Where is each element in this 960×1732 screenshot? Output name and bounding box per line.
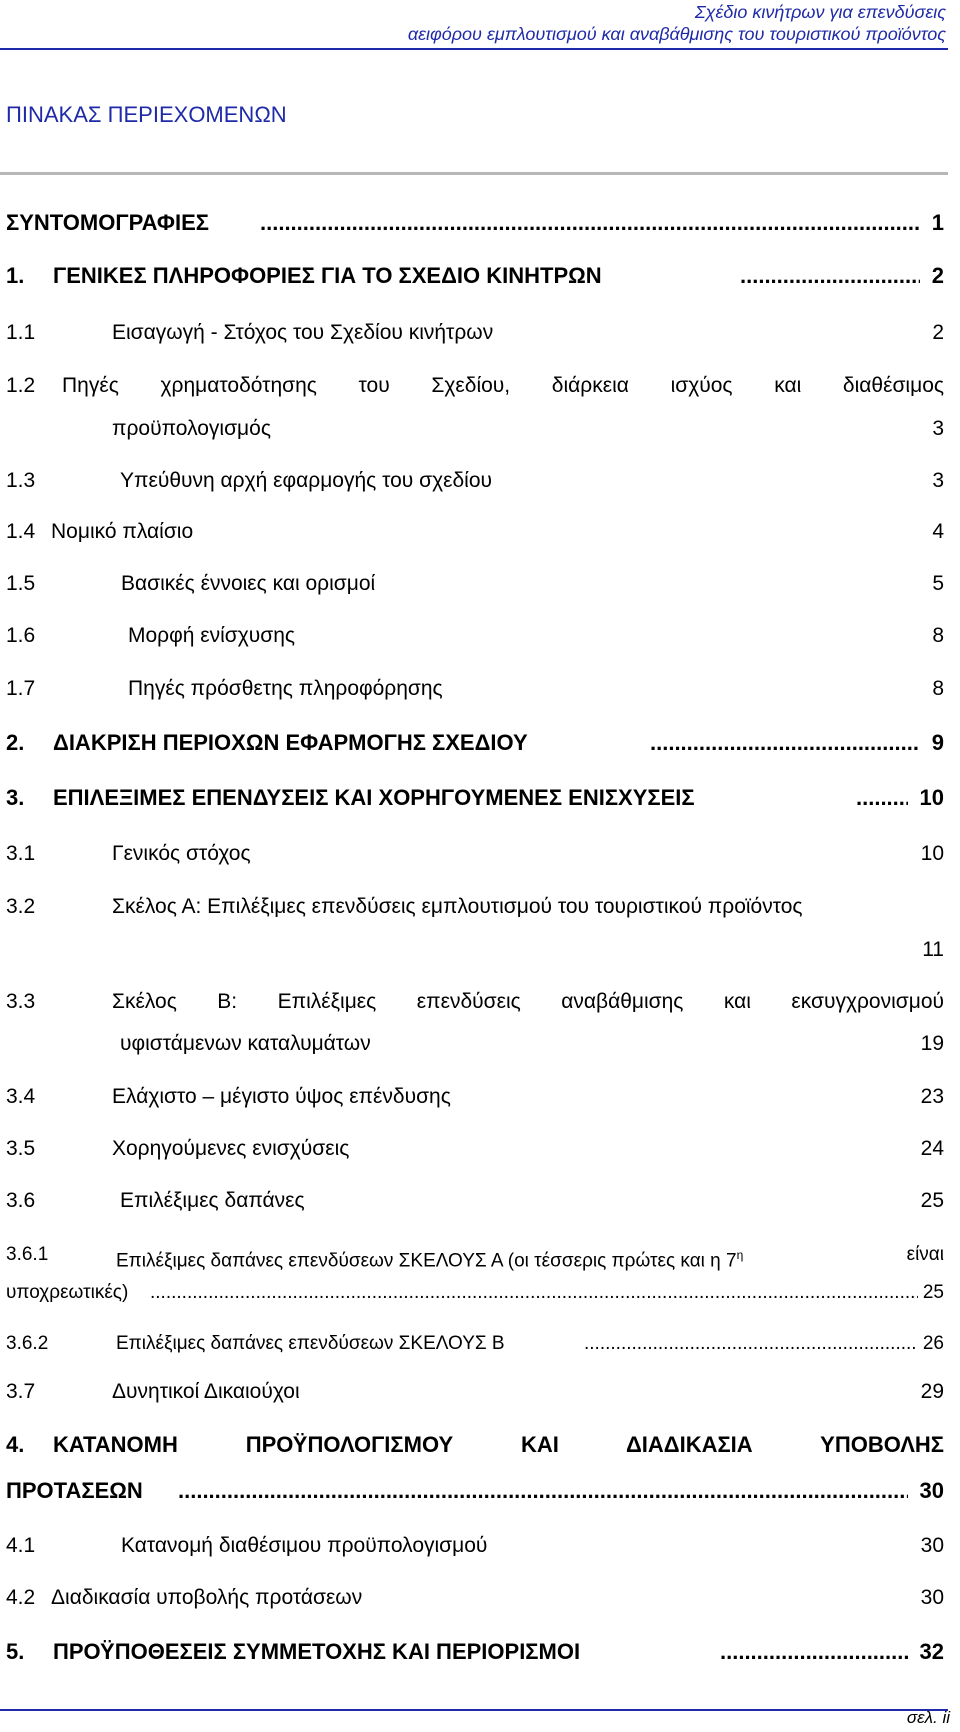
dot-leader [178,1478,908,1504]
toc-entry-text-continued: ΠΡΟΤΑΣΕΩΝ [6,1478,143,1503]
header-rule [0,48,948,50]
toc-entry-number: 1.3 [6,469,36,492]
toc-entry-text-end: είναι [906,1244,944,1265]
toc-entry-text: ΚΑΤΑΝΟΜΗ ΠΡΟΫΠΟΛΟΓΙΣΜΟΥ ΚΑΙ ΔΙΑΔΙΚΑΣΙΑ ΥΠΟΒΟΛΗΣ [53,1432,944,1457]
toc-entry-text-main: Επιλέξιμες δαπάνες επενδύσεων ΣΚΕΛΟΥΣ Α (οι τέσσερις πρώτες και η 7 [116,1250,737,1272]
toc-entry-number: 3. [6,785,25,810]
toc-entry-number: 1.4 [6,520,36,543]
toc-entry-number: 1.7 [6,677,36,700]
page-footer [907,1708,950,1728]
toc-entry-text-continued: προϋπολογισμός [112,417,271,440]
toc-entry-text: Δυνητικοί Δικαιούχοι [112,1380,300,1403]
dot-leader [650,730,920,756]
toc-entry-text: Πηγές πρόσθετης πληροφόρησης [128,677,443,700]
toc-entry-text: Νομικό πλαίσιο [51,520,194,543]
toc-entry-text: Βασικές έννοιες και ορισμοί [121,572,376,595]
toc-entry-number: 3.4 [6,1085,36,1108]
toc-entry-page: 11 [922,938,944,961]
toc-entry-number: 4. [6,1432,25,1457]
dot-leader [584,1331,918,1357]
toc-entry-number: 3.7 [6,1380,36,1403]
toc-entry-page: 30 [920,1586,944,1609]
toc-entry-number: 4.1 [6,1534,36,1557]
toc-entry-page: 3 [932,417,944,440]
toc-entry-number: 3.1 [6,842,36,865]
toc-entry-page: 30 [920,1534,944,1557]
running-header-line1: Σχέδιο κινήτρων για επενδύσεις [694,2,946,22]
toc-entry-text: Πηγές χρηματοδότησης του Σχεδίου, διάρκεια ισχύος και διαθέσιμος [62,374,944,397]
toc-entry-number: 1.6 [6,624,36,647]
toc-entry-page: 8 [932,677,944,700]
toc-entry-page: 2 [932,321,944,344]
toc-entry-text: Ελάχιστο – μέγιστο ύψος επένδυσης [112,1085,451,1108]
toc-entry-text: ΣΥΝΤΟΜΟΓΡΑΦΙΕΣ [6,210,209,235]
toc-entry-text: Επιλέξιμες δαπάνες [120,1189,305,1212]
toc-entry-text: Μορφή ενίσχυσης [128,624,296,647]
footer-page-number: ii [942,1708,950,1727]
toc-entry-number: 1.5 [6,572,36,595]
toc-entry-text: Χορηγούμενες ενισχύσεις [112,1137,350,1160]
toc-entry-number: 3.3 [6,990,36,1013]
toc-entry-number: 3.6.1 [6,1244,49,1265]
toc-entry-page: 10 [919,785,944,810]
toc-entry-text: Σκέλος Α: Επιλέξιμες επενδύσεις εμπλουτισμού του τουριστικού προϊόντος [112,895,803,918]
toc-entry-text: Επιλέξιμες δαπάνες επενδύσεων ΣΚΕΛΟΥΣ Β [116,1333,505,1354]
toc-entry-page: 25 [922,1282,944,1303]
toc-entry-page: 8 [932,624,944,647]
toc-entry-page: 9 [931,730,944,755]
toc-entry-number: 3.5 [6,1137,36,1160]
toc-entry-page: 1 [931,210,944,235]
toc-entry-4[interactable] [6,1432,944,1502]
toc-entry-page: 3 [932,469,944,492]
toc-entry-text: Διαδικασία υποβολής προτάσεων [51,1586,363,1609]
toc-entry-page: 10 [920,842,944,865]
toc-entry-number: 4.2 [6,1586,36,1609]
toc-entry-page: 26 [922,1333,944,1354]
toc-entry-number: 2. [6,730,25,755]
toc-entry-text: Εισαγωγή - Στόχος του Σχεδίου κινήτρων [112,321,494,344]
toc-title: ΠΙΝΑΚΑΣ ΠΕΡΙΕΧΟΜΕΝΩΝ [6,102,287,127]
toc-entry-page: 2 [931,263,944,288]
toc-entry-number: 1. [6,263,25,288]
toc-entry-page: 5 [932,572,944,595]
toc-entry-number: 3.6 [6,1189,36,1212]
toc-entry-number: 1.1 [6,321,36,344]
toc-entry-text: Γενικός στόχος [112,842,251,865]
toc-entry-page: 4 [932,520,944,543]
toc-entry-text: ΕΠΙΛΕΞΙΜΕΣ ΕΠΕΝΔΥΣΕΙΣ ΚΑΙ ΧΟΡΗΓΟΥΜΕΝΕΣ ΕΝΙΣΧΥΣΕΙΣ [53,785,695,810]
toc-entry-text: ΠΡΟΫΠΟΘΕΣΕΙΣ ΣΥΜΜΕΤΟΧΗΣ ΚΑΙ ΠΕΡΙΟΡΙΣΜΟΙ [53,1639,581,1664]
toc-entry-text: ΔΙΑΚΡΙΣΗ ΠΕΡΙΟΧΩΝ ΕΦΑΡΜΟΓΗΣ ΣΧΕΔΙΟΥ [53,730,528,755]
toc-entry-text: Κατανομή διαθέσιμου προϋπολογισμού [121,1534,488,1557]
toc-entry-text [116,1242,743,1274]
toc-entry-1-2[interactable] [6,373,944,443]
toc-entry-number: 1.2 [6,374,36,397]
toc-title-rule [0,172,948,175]
superscript: η [736,1248,744,1262]
toc-entry-text: Υπεύθυνη αρχή εφαρμογής του σχεδίου [120,469,492,492]
toc-entry-3-2[interactable] [6,894,944,964]
toc-entry-3-3[interactable] [6,989,944,1059]
dot-leader [856,785,908,811]
toc-entry-page: 30 [919,1478,944,1503]
footer-label: σελ. [906,1708,938,1727]
toc-entry-text-continued: υποχρεωτικές) [6,1282,129,1303]
toc-entry-page: 25 [920,1189,944,1212]
dot-leader [260,210,920,236]
toc-entry-page: 23 [920,1085,944,1108]
toc-entry-number: 3.2 [6,895,36,918]
toc-entry-page: 19 [920,1032,944,1055]
footer-rule [0,1709,948,1711]
toc-entry-page: 24 [920,1137,944,1160]
dot-leader [740,263,920,289]
running-header-line2: αειφόρου εμπλουτισμού και αναβάθμισης του τουριστικού προϊόντος [407,24,946,44]
toc-entry-number: 3.6.2 [6,1333,49,1354]
toc-entry-text: ΓΕΝΙΚΕΣ ΠΛΗΡΟΦΟΡΙΕΣ ΓΙΑ ΤΟ ΣΧΕΔΙΟ ΚΙΝΗΤΡΩΝ [53,263,602,288]
toc-entry-3-6-1[interactable] [6,1242,944,1302]
toc-entry-page: 32 [919,1639,944,1664]
toc-entry-text-continued: υφιστάμενων καταλυμάτων [120,1032,371,1055]
toc-entry-text: Σκέλος Β: Επιλέξιμες επενδύσεις αναβάθμισης και εκσυγχρονισμού [112,990,944,1013]
dot-leader [720,1639,908,1665]
toc-entry-number: 5. [6,1639,25,1664]
dot-leader [150,1280,918,1306]
toc-entry-page: 29 [920,1380,944,1403]
